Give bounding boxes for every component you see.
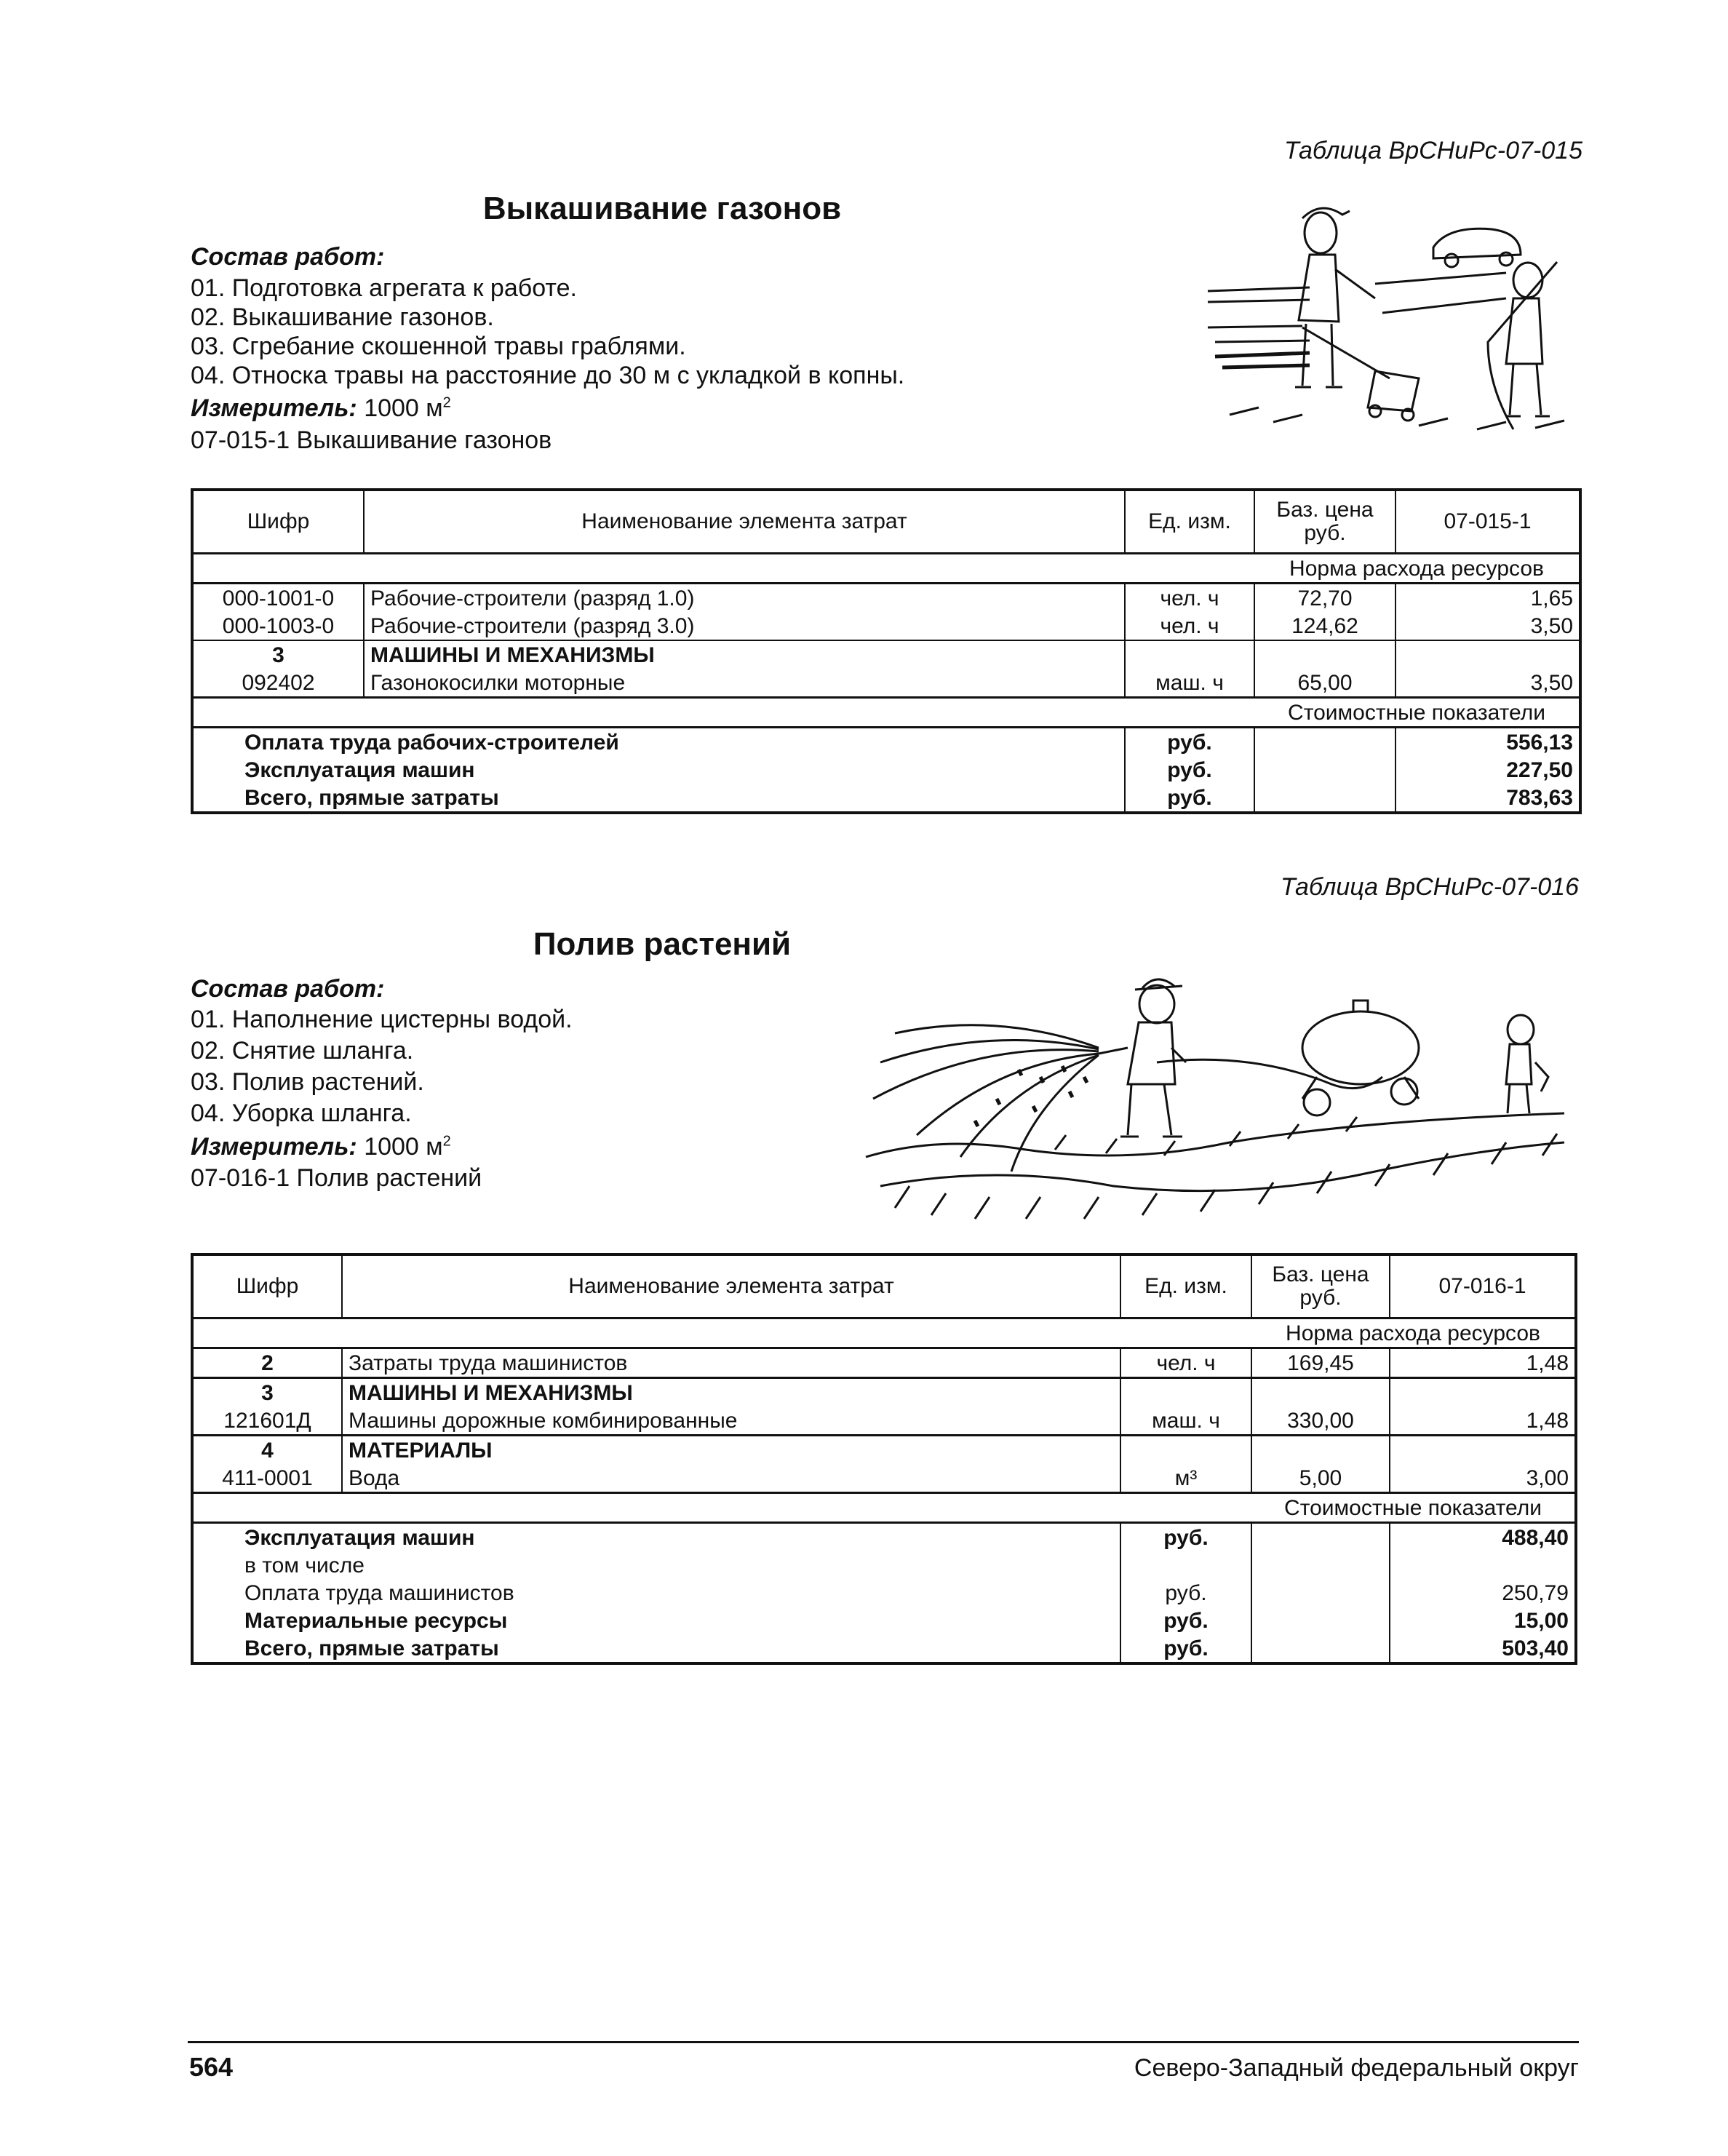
cost-value: 556,13 (1395, 728, 1580, 757)
cell-unit (1120, 1378, 1251, 1407)
header-name: Наименование элемента затрат (364, 490, 1125, 554)
cell-price: 330,00 (1251, 1407, 1390, 1436)
cost-value: 250,79 (1390, 1579, 1576, 1607)
cost-unit: руб. (1120, 1607, 1251, 1634)
cost-name: Эксплуатация машин (244, 1526, 475, 1550)
cost-unit: руб. (1125, 728, 1254, 757)
cell-code: 000-1001-0 (222, 586, 335, 610)
cost-unit: руб. (1120, 1523, 1251, 1552)
cell-code: 3 (261, 1381, 274, 1405)
cost-value: 227,50 (1395, 756, 1580, 784)
works-label: Состав работ: (191, 975, 385, 1003)
cell-norm: 3,00 (1390, 1464, 1576, 1493)
cost-value (1390, 1551, 1576, 1579)
cell-code: 3 (272, 643, 284, 667)
cost-row (192, 756, 1580, 784)
header-base-price: Баз. цена руб. (1251, 1254, 1390, 1318)
table-header-row (192, 1254, 1576, 1318)
cell-unit: чел. ч (1125, 612, 1254, 640)
norm-label: Норма расхода ресурсов (1251, 1318, 1576, 1348)
cell-price: 124,62 (1254, 612, 1395, 640)
cost-unit (1120, 1551, 1251, 1579)
header-name: Наименование элемента затрат (342, 1254, 1120, 1318)
table-row (192, 1436, 1576, 1465)
measure-value: 1000 м (364, 394, 443, 422)
watering-illustration (851, 968, 1579, 1230)
table-row (192, 1348, 1576, 1378)
works-list (191, 1004, 573, 1129)
header-code: Шифр (192, 490, 364, 554)
table-label: Таблица ВрСНиРс-07-016 (1280, 873, 1579, 901)
table-row (192, 584, 1580, 613)
table-row (192, 1407, 1576, 1436)
cell-norm: 1,65 (1395, 584, 1580, 613)
cell-price: 72,70 (1254, 584, 1395, 613)
footer-rule (188, 2041, 1579, 2043)
table-row (192, 1378, 1576, 1407)
header-code: Шифр (192, 1254, 342, 1318)
works-label: Состав работ: (191, 243, 385, 271)
cell-norm: 1,48 (1390, 1348, 1576, 1378)
cost-unit: руб. (1125, 784, 1254, 813)
cell-price (1251, 1436, 1390, 1465)
cell-code: 092402 (192, 669, 364, 698)
header-unit: Ед. изм. (1120, 1254, 1251, 1318)
cell-unit: чел. ч (1120, 1348, 1251, 1378)
footer-region: Северо-Западный федеральный округ (1134, 2054, 1579, 2082)
cost-name: Эксплуатация машин (244, 758, 475, 782)
cell-code: 000-1003-0 (192, 612, 364, 640)
cost-name: Оплата труда рабочих-строителей (244, 731, 619, 755)
cell-code: 411-0001 (192, 1464, 342, 1493)
work-item: 02. Снятие шланга. (191, 1037, 414, 1065)
cell-name: МАШИНЫ И МЕХАНИЗМЫ (364, 640, 1125, 669)
cell-norm (1390, 1378, 1576, 1407)
cost-row (192, 1634, 1576, 1663)
measure-label: Измеритель: (191, 1133, 357, 1161)
table-row (192, 640, 1580, 669)
header-unit: Ед. изм. (1125, 490, 1254, 554)
cost-name: Материальные ресурсы (244, 1609, 508, 1633)
work-item: 01. Наполнение цистерны водой. (191, 1006, 573, 1033)
page-number: 564 (189, 2052, 234, 2082)
measure-sup: 2 (442, 394, 451, 411)
norm-label: Норма расхода ресурсов (1254, 554, 1580, 584)
cell-name: Газонокосилки моторные (364, 669, 1125, 698)
cost-value: 488,40 (1390, 1523, 1576, 1552)
section-title: Выкашивание газонов (482, 191, 842, 226)
cell-norm: 1,48 (1390, 1407, 1576, 1436)
cell-unit: чел. ч (1125, 584, 1254, 613)
table-row (192, 1464, 1576, 1493)
section-title: Полив растений (533, 926, 792, 962)
cost-name: Всего, прямые затраты (244, 786, 499, 810)
cost-table (191, 488, 1582, 814)
cell-name: Вода (342, 1464, 1120, 1493)
cost-value: 783,63 (1395, 784, 1580, 813)
header-norm-code: 07-016-1 (1390, 1254, 1576, 1318)
norm-label-row (192, 554, 1580, 584)
cell-name: Рабочие-строители (разряд 1.0) (364, 584, 1125, 613)
cost-row (192, 1551, 1576, 1579)
cell-unit: м³ (1120, 1464, 1251, 1493)
cell-unit: маш. ч (1120, 1407, 1251, 1436)
cell-norm: 3,50 (1395, 669, 1580, 698)
cost-row (192, 728, 1580, 757)
measure-sup: 2 (442, 1133, 451, 1150)
code-line: 07-016-1 Полив растений (191, 1164, 482, 1192)
cost-value: 503,40 (1390, 1634, 1576, 1663)
cell-price (1254, 640, 1395, 669)
cost-unit: руб. (1125, 756, 1254, 784)
cell-name: МАШИНЫ И МЕХАНИЗМЫ (342, 1378, 1120, 1407)
table-header-row (192, 490, 1580, 554)
lawn-mowing-illustration (1201, 196, 1579, 444)
cell-unit (1125, 640, 1254, 669)
cost-row (192, 1607, 1576, 1634)
cost-label-row (192, 698, 1580, 728)
cell-code: 2 (192, 1348, 342, 1378)
work-item: 02. Выкашивание газонов. (191, 303, 494, 331)
cell-norm: 3,50 (1395, 612, 1580, 640)
cost-name: Оплата труда машинистов (244, 1581, 514, 1605)
cell-price (1251, 1378, 1390, 1407)
table-row (192, 612, 1580, 640)
header-base-price: Баз. цена руб. (1254, 490, 1395, 554)
header-norm-code: 07-015-1 (1395, 490, 1580, 554)
cost-name: в том числе (244, 1554, 365, 1578)
cell-unit: маш. ч (1125, 669, 1254, 698)
measure-line (191, 1133, 451, 1161)
cell-norm (1395, 640, 1580, 669)
table-row (192, 669, 1580, 698)
cell-name: Машины дорожные комбинированные (342, 1407, 1120, 1436)
works-list (191, 274, 904, 390)
work-item: 01. Подготовка агрегата к работе. (191, 274, 577, 302)
cell-name: МАТЕРИАЛЫ (342, 1436, 1120, 1465)
measure-label: Измеритель: (191, 394, 357, 422)
cost-row (192, 1579, 1576, 1607)
work-item: 03. Сгребание скошенной травы граблями. (191, 333, 686, 360)
cost-row (192, 1523, 1576, 1552)
norm-label-row (192, 1318, 1576, 1348)
cost-label-row (192, 1493, 1576, 1523)
cost-unit: руб. (1120, 1634, 1251, 1663)
code-line: 07-015-1 Выкашивание газонов (191, 426, 552, 454)
measure-value: 1000 м (364, 1133, 443, 1161)
cost-table (191, 1253, 1577, 1665)
cell-norm (1390, 1436, 1576, 1465)
cell-price: 169,45 (1251, 1348, 1390, 1378)
cell-code: 4 (261, 1439, 274, 1463)
cost-label: Стоимостные показатели (1251, 1493, 1576, 1523)
cost-unit: руб. (1120, 1579, 1251, 1607)
work-item: 04. Относка травы на расстояние до 30 м с укладкой в копны. (191, 362, 905, 389)
cost-value: 15,00 (1390, 1607, 1576, 1634)
cost-row (192, 784, 1580, 813)
cell-price: 65,00 (1254, 669, 1395, 698)
table-label: Таблица ВрСНиРс-07-015 (1283, 137, 1582, 164)
cell-name: Рабочие-строители (разряд 3.0) (364, 612, 1125, 640)
cell-name: Затраты труда машинистов (342, 1348, 1120, 1378)
cost-name: Всего, прямые затраты (244, 1636, 499, 1660)
measure-line (191, 394, 451, 423)
cell-code: 121601Д (192, 1407, 342, 1436)
work-item: 04. Уборка шланга. (191, 1099, 412, 1127)
cell-price: 5,00 (1251, 1464, 1390, 1493)
cell-unit (1120, 1436, 1251, 1465)
cost-label: Стоимостные показатели (1254, 698, 1580, 728)
work-item: 03. Полив растений. (191, 1068, 424, 1096)
